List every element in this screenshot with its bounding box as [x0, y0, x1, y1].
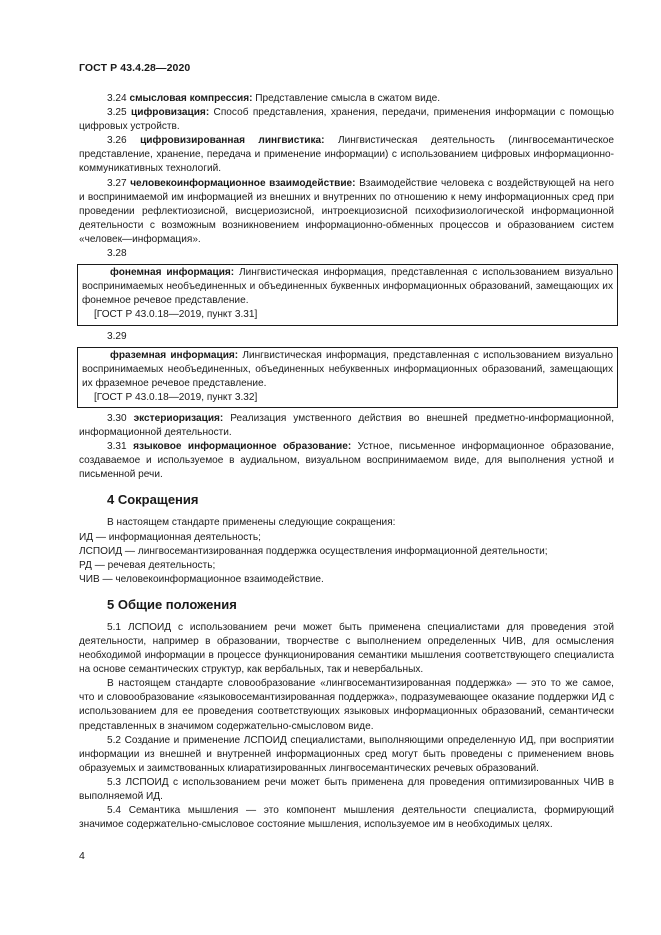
paragraph-5-1-note: В настоящем стандарте словообразование «лингвосемантизированная поддержка» — это то же самое, что и словообразование «языковосемантизированная поддержка», подразумевающее оказание поддержки ИД с использованием для ее проведения соответствующих языковых информационных образований, семантически представленных в значимом содержательно-смысловом виде. — [79, 678, 614, 732]
definition-3-24 — [79, 92, 614, 106]
definition-3-27 — [79, 177, 614, 247]
abbreviations-intro: В настоящем стандарте применены следующие сокращения: — [107, 517, 396, 529]
section-heading-general: 5 Общие положения — [107, 596, 237, 612]
abbreviation-item: РД — речевая деятельность; — [79, 559, 216, 571]
definition-3-31 — [79, 440, 614, 482]
term: цифровизированная лингвистика: — [140, 135, 325, 147]
paragraph-5-2: 5.2 Создание и применение ЛСПОИД специалистами, выполняющими определенную ИД, при восприятии информации из внешней и внутренней информационных сред могут быть проведены с применением вновь образуемых и заимствованных клиаратизированных лингвосемантических речевых образований. — [79, 734, 614, 774]
term: языковое информационное образование: — [133, 441, 352, 453]
reference: [ГОСТ Р 43.0.18—2019, пункт 3.32] — [94, 391, 258, 403]
definition-number-3-29: 3.29 — [107, 330, 127, 342]
term: смысловая компрессия: — [129, 93, 253, 104]
abbreviation-item: ЛСПОИД — лингвосемантизированная поддержка осуществления информационной деятельности; — [79, 545, 548, 557]
paragraph-5-4: 5.4 Семантика мышления — это компонент мышления деятельности специалиста, формирующий значимое содержательно-смысловое состояние мышления, используемое им в необходимых целях. — [79, 805, 614, 831]
definition-text: Способ представления, хранения, передачи, применения информации с помощью цифровых устройств. — [79, 107, 614, 133]
definition-number: 3.27 — [107, 177, 127, 189]
definition-number: 3.30 — [107, 412, 127, 424]
paragraph-5-1: 5.1 ЛСПОИД с использованием речи может быть применена специалистами для проведения этой деятельности, например в образовании, творчестве с выполнением определенных ЧИВ, для осмысления необходимой информации в процессе функционирования семантики мышления соответствующего специалиста на основе семантических структур, как вербальных, так и невербальных. — [79, 621, 614, 676]
term: фонемная информация: — [110, 267, 235, 279]
definition-text: Взаимодействие человека с воздействующей на него и воспринимаемой им информацией из внешних и внутренних по отношению к нему информационных сред при проведении рефлектиозисной, висцериозисной, интроекциозисной психофизиологической информационной деятельности с возможным возникновением информационно-обменных процессов и образованием систем «человек—информация». — [79, 177, 614, 245]
definition-3-30 — [79, 412, 614, 440]
definition-text: Лингвистическая деятельность (лингвосемантическое представление, хранение, передача и применение информации) с использованием цифровых информационно-коммуникативных технологий. — [79, 135, 614, 175]
definition-number: 3.26 — [107, 135, 127, 147]
boxed-definition-3-29 — [77, 347, 618, 408]
definition-text: Представление смысла в сжатом виде. — [252, 93, 441, 104]
term: человекоинформационное взаимодействие: — [130, 177, 356, 189]
definition-number: 3.31 — [107, 441, 127, 453]
abbreviation-item: ИД — информационная деятельность; — [79, 531, 261, 543]
boxed-definition-text — [82, 266, 613, 308]
definition-number-3-28: 3.28 — [107, 248, 127, 260]
definition-text: Реализация умственного действия во внешней предметно-информационной, информационной деятельности. — [79, 412, 614, 439]
page-number: 4 — [79, 850, 85, 862]
definition-text: Лингвистическая информация, представленная с использованием визуально воспринимаемых необъединенных, объединенных небуквенных информационных образований, замещающих их фраземное речевое представление. — [82, 349, 613, 389]
term: цифровизация: — [131, 107, 210, 119]
term: экстериоризация: — [133, 412, 224, 424]
document-header: ГОСТ Р 43.4.28—2020 — [79, 62, 191, 74]
paragraph-5-3: 5.3 ЛСПОИД с использованием речи может быть применена для проведения оптимизированных ЧИВ в выполняемой ИД. — [79, 776, 614, 803]
boxed-definition-3-28 — [77, 264, 618, 325]
reference: [ГОСТ Р 43.0.18—2019, пункт 3.31] — [94, 309, 258, 321]
definition-3-26 — [79, 134, 614, 176]
definition-text: Лингвистическая информация, представленная с использованием визуально воспринимаемых необъединенных и объединенных буквенных информационных образований, замещающих их фонемное речевое представление. — [82, 267, 613, 307]
boxed-definition-text — [82, 349, 613, 391]
section-heading-abbreviations: 4 Сокращения — [107, 492, 199, 508]
term: фраземная информация: — [110, 349, 239, 361]
definition-number: 3.24 — [107, 93, 127, 104]
definition-text: Устное, письменное информационное образование, создаваемое и используемое в аудиальном, визуальном воспринимаемом виде, для выполнения устной и письменной речи. — [79, 441, 614, 481]
definition-number: 3.25 — [107, 107, 127, 119]
page-body — [79, 92, 614, 832]
abbreviation-item: ЧИВ — человекоинформационное взаимодействие. — [79, 573, 324, 585]
definition-3-25 — [79, 106, 614, 134]
